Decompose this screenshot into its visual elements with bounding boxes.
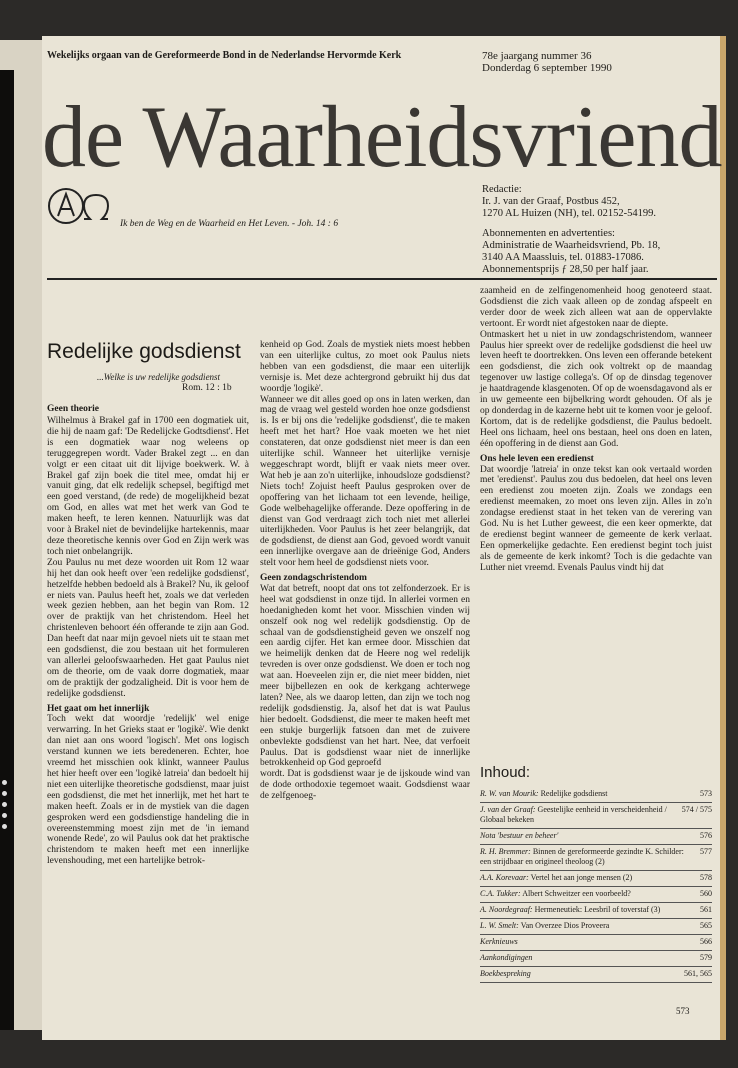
toc-page: 573 bbox=[700, 789, 712, 798]
scripture-reference: Rom. 12 : 1b bbox=[182, 383, 232, 393]
administratie-line: 3140 AA Maassluis, tel. 01883-17086. bbox=[482, 252, 644, 263]
toc-page: 579 bbox=[700, 953, 712, 962]
paragraph: zaamheid en de zelfingenomenheid hoog genoteerd staat. Godsdienst die zich vaak alleen op de zondag afspeelt en verder door de week zich alleen wat aan de oppervlakte vertoont. Er wordt niet afgestoken naar de diepte. bbox=[480, 286, 712, 329]
section-heading: Geen zondagschristendom bbox=[260, 573, 367, 584]
organ-line: Wekelijks orgaan van de Gereformeerde Bond in de Nederlandse Hervormde Kerk bbox=[47, 50, 402, 61]
paragraph: Wanneer we dit alles goed op ons in laten werken, dan mag de vraag wel gesteld worden hoe onze godsdienst is. Is er bij ons die 'redelijke godsdienst', die te maken heeft met het hart? Hoe vaak moeten we het niet constateren, dat onze godsdienst niet meer is dan een uiterlijke schil. Wanneer het uiterlijke vernisje weggeschrapt wordt, blijft er vaak niets meer over. Wat heb je aan zo'n uiterlijke, inhoudsloze godsdienst? Niets toch! Zojuist heeft Paulus gesproken over de opoffering van het lichaam tot een levende, heilige, Gode welbehagelijke offerande. Deze opoffering in de dienst van God verdraagt zich toch niet met allerlei uiterlijkheden. Voor Paulus is het zeer belangrijk, dat de godsdienst, de dienst aan God, gevoed wordt vanuit een innerlijke overgave aan de drieënige God, Anders stelt voor hem heel de godsdienst niets voor. bbox=[260, 394, 470, 569]
toc-author: Boekbespreking bbox=[480, 969, 531, 978]
toc-title-text: Geestelijke eenheid in verscheidenheid / Globaal bekeken bbox=[480, 805, 667, 824]
black-border bbox=[0, 70, 14, 1030]
toc-title-text: Hermeneutiek: Leesbril of toverstaf (3) bbox=[534, 905, 661, 914]
toc-title-text: Binnen de gereformeerde gezindte K. Schilder: een strijdbaar en origineel theoloog (2) bbox=[480, 847, 684, 866]
dot-column bbox=[2, 780, 8, 835]
toc-page: 566 bbox=[700, 937, 712, 946]
table-of-contents bbox=[480, 764, 712, 983]
toc-author: A.A. Korevaar: bbox=[480, 873, 529, 882]
paragraph: Dat woordje 'latreia' in onze tekst kan ook vertaald worden met 'eredienst'. Paulus zou dus bedoelen, dat heel ons leven een eredienst zou moeten zijn. Zoals we zondags een eredienst meemaken, zo moet ons leven zijn. Alles in zo'n zondagse eredienst staat in het teken van de verering van God. Nu is het Luther geweest, die een keer opmerkte, dat de eredienst begint wanneer de gemeente de kerk verlaat. Een opmerkelijke gedachte. Een eredienst begint toch juist als de gemeente de kerk inkomt? Toch is die gedachte van Luther niet vreemd. Evenals Paulus vindt hij dat bbox=[480, 464, 712, 573]
section-heading: Ons hele leven een eredienst bbox=[480, 453, 594, 464]
toc-entry[interactable] bbox=[480, 919, 712, 935]
page-number: 573 bbox=[676, 1006, 690, 1016]
toc-page: 577 bbox=[700, 847, 712, 856]
column-1 bbox=[47, 416, 249, 867]
toc-author: L. W. Smelt: bbox=[480, 921, 519, 930]
toc-title: Inhoud: bbox=[480, 764, 531, 781]
toc-list bbox=[480, 787, 712, 983]
column-2 bbox=[260, 340, 470, 802]
toc-page: 574 / 575 bbox=[681, 805, 712, 814]
paragraph: Wilhelmus à Brakel gaf in 1700 een dogmatiek uit, die hij de naam gaf: 'De Redelijcke Godtsdienst'. Het is een dogmatiek waar nog weleens op teruggegrepen wordt. Vader Brakel zegt ... en dan volgt er een citaat uit dit lijvige boekwerk. W. à Brakel gaf zijn boek die titel mee, omdat hij er vanuit ging, dat elk redelijk schepsel, begiftigd met een goed verstand, (de rede) de mogelijkheid bezat om God, en alles wat met het werk van God te maken heeft, te leren kennen. Natuurlijk was dat voor à Brakel niet de bevindelijke hartekennis, maar deze theoretische kennis over God en Zijn werk was toch niet onbelangrijk. bbox=[47, 416, 249, 557]
toc-entry[interactable] bbox=[480, 903, 712, 919]
toc-page: 561 bbox=[700, 905, 712, 914]
article-title: Redelijke godsdienst bbox=[47, 340, 241, 363]
redactie-line: Redactie: bbox=[482, 184, 522, 195]
toc-author: Kerknieuws bbox=[480, 937, 518, 946]
paragraph: wordt. Dat is godsdienst waar je de ijskoude wind van de dode orthodoxie tegemoet waait. Godsdienst waar de zelfgenoeg- bbox=[260, 769, 470, 802]
toc-entry[interactable] bbox=[480, 787, 712, 803]
motto: Ik ben de Weg en de Waarheid en Het Leven. - Joh. 14 : 6 bbox=[120, 219, 339, 229]
toc-title-text: Albert Schweitzer een voorbeeld? bbox=[522, 889, 631, 898]
toc-author: A. Noordegraaf: bbox=[480, 905, 533, 914]
binding-edge bbox=[720, 36, 726, 1040]
toc-author: R. H. Bremmer: bbox=[480, 847, 531, 856]
toc-author: C.A. Tukker: bbox=[480, 889, 521, 898]
toc-title-text: Vertel het aan jonge mensen (2) bbox=[530, 873, 633, 882]
masthead-title: de Waarheidsvriend bbox=[42, 89, 722, 186]
toc-title-text: Redelijke godsdienst bbox=[540, 789, 608, 798]
administratie-line: Abonnementen en advertenties: bbox=[482, 228, 615, 239]
paragraph: Zou Paulus nu met deze woorden uit Rom 12 waar hij het dan ook heeft over 'een redelijke godsdienst', hetzelfde hebben bedoeld als à Brakel? Nu, ik geloof er niets van. Paulus heeft het, zoals we dat verleden week gezien hebben, aan het begin van Rom. 12 over de praktijk van het christendom. Heel het christenleven behoort één offerande te zijn aan God. Dan heeft dat naar mijn gevoel niets uit te staan met een godsdienst, die zou bestaan uit het formuleren van allerlei geloofswaarheden. Het gaat Paulus niet om de theorie, om de vaak dorre dogmatiek, maar om de praktijk der godzaligheid. Dit is voor hem de redelijke godsdienst. bbox=[47, 557, 249, 699]
issue-date: Donderdag 6 september 1990 bbox=[482, 62, 612, 74]
toc-title-text: Van Overzee Dios Proveera bbox=[520, 921, 610, 930]
toc-entry[interactable] bbox=[480, 803, 712, 829]
paragraph: Wat dat betreft, noopt dat ons tot zelfonderzoek. Er is heel wat godsdienst in onze tijd. In allerlei vormen en hoedanigheden komt het voor. Misschien vinden wij onszelf ook nog wel redelijk godsdienstig. Op de schaal van de godsdienstigheid geven we onszelf nog een aardig cijfer. Het kan ermee door. Misschien dat we heimelijk denken dat de Heere nog wel redelijk tevreden is over onze godsdienst. We doen er toch nog wat aan. Hoeveelen zijn er, die niet meer bidden, niet meer bijbellezen en ook de kerkgang achterwege laten? Nee, als we daarop letten, dan zijn we toch nog redelijk godsdienstig. Ja, alsof het dat is wat Paulus hier bedoelt. Godsdienst, die meer te maken heeft met een stukje burgerlijk fatsoen dan met de zuivere onbevlekte godsdienst van het hart. Nee, dat verfoeit Paulus. Dat is godsdienst waar niet de innerlijke betrokkenheid op God geproefd bbox=[260, 583, 470, 769]
toc-author: J. van der Graaf: bbox=[480, 805, 536, 814]
alpha-omega-emblem-icon bbox=[44, 181, 114, 231]
toc-page: 561, 565 bbox=[684, 969, 712, 978]
paragraph: kenheid op God. Zoals de mystiek niets moest hebben van een uiterlijke cultus, zo moet ook Paulus niets hebben van een godsdienst, die maar een uiterlijk vernisje is. Met deze achtergrond gebruikt hij dus dat woordje 'logikè'. bbox=[260, 340, 470, 394]
column-3 bbox=[480, 286, 712, 574]
toc-author: Aankondigingen bbox=[480, 953, 533, 962]
toc-entry[interactable] bbox=[480, 845, 712, 871]
paragraph: Toch wekt dat woordje 'redelijk' wel enige verwarring. In het Grieks staat er 'logikè'. Wie denkt dan niet aan ons woord 'logisch'. Met ons logisch verstand kunnen we iets beredeneren. Echter, hoe vreemd het misschien ook klinkt, wanneer Paulus het hier heeft over een 'logikè latreia' dan bedoelt hij niet een uiterlijke theoretische godsdienst, maar juist een godsdienst, die met het innerlijk, met het hart te maken heeft. Zoals er in de mystiek van die dagen gesproken werd een godsdienstige handeling die in overeenstemming moest zijn met de 'in iemand wonende Rede', zo wil Paulus ook dat het praktische christendom te maken heeft met een innerlijke levenshouding, met een hartelijke betrok- bbox=[47, 714, 249, 867]
toc-entry[interactable] bbox=[480, 935, 712, 951]
redactie-block bbox=[482, 184, 660, 276]
toc-entry[interactable] bbox=[480, 829, 712, 845]
toc-page: 576 bbox=[700, 831, 712, 840]
issue-info bbox=[482, 50, 612, 74]
toc-author: R. W. van Mourik: bbox=[480, 789, 539, 798]
toc-author: Nota 'bestuur en beheer' bbox=[480, 831, 559, 840]
toc-page: 578 bbox=[700, 873, 712, 882]
section-heading: Het gaat om het innerlijk bbox=[47, 703, 150, 714]
toc-entry[interactable] bbox=[480, 871, 712, 887]
article-subquote: ...Welke is uw redelijke godsdienst bbox=[97, 372, 221, 382]
section-heading: Geen theorie bbox=[47, 404, 99, 414]
administratie-line: Administratie de Waarheidsvriend, Pb. 18, bbox=[482, 240, 661, 251]
toc-entry[interactable] bbox=[480, 967, 712, 983]
paragraph: Ontmaskert het u niet in uw zondagschristendom, wanneer Paulus hier spreekt over de redelijke godsdienst die heel uw leven heeft te doortrekken. Ons leven een offerande betekent een godsdienst, die zich ook voltrekt op de maandag tegenover uw lastige collega's. Of op de dinsdag tegenover je haatdragende klasgenoten. Of op de woensdagavond als er in uw gemeente een bijbelkring wordt gehouden. Of als je op donderdag in de kazerne hebt uit te komen voor je geloof. Kortom, dat is de redelijke godsdienst, die Paulus bedoelt. Heel ons lichaam, heel ons bestaan, heel ons doen en laten, één opoffering in de dienst aan God. bbox=[480, 329, 712, 449]
horizontal-rule bbox=[47, 278, 717, 280]
newspaper-page bbox=[42, 36, 726, 1040]
toc-entry[interactable] bbox=[480, 951, 712, 967]
subscription-price: Abonnementsprijs ƒ 28,50 per half jaar. bbox=[482, 264, 649, 275]
toc-page: 565 bbox=[700, 921, 712, 930]
previous-page-edge bbox=[0, 40, 42, 1030]
redactie-line: Ir. J. van der Graaf, Postbus 452, bbox=[482, 196, 620, 207]
redactie-line: 1270 AL Huizen (NH), tel. 02152-54199. bbox=[482, 208, 656, 219]
toc-entry[interactable] bbox=[480, 887, 712, 903]
toc-page: 560 bbox=[700, 889, 712, 898]
issue-volume: 78e jaargang nummer 36 bbox=[482, 50, 592, 62]
